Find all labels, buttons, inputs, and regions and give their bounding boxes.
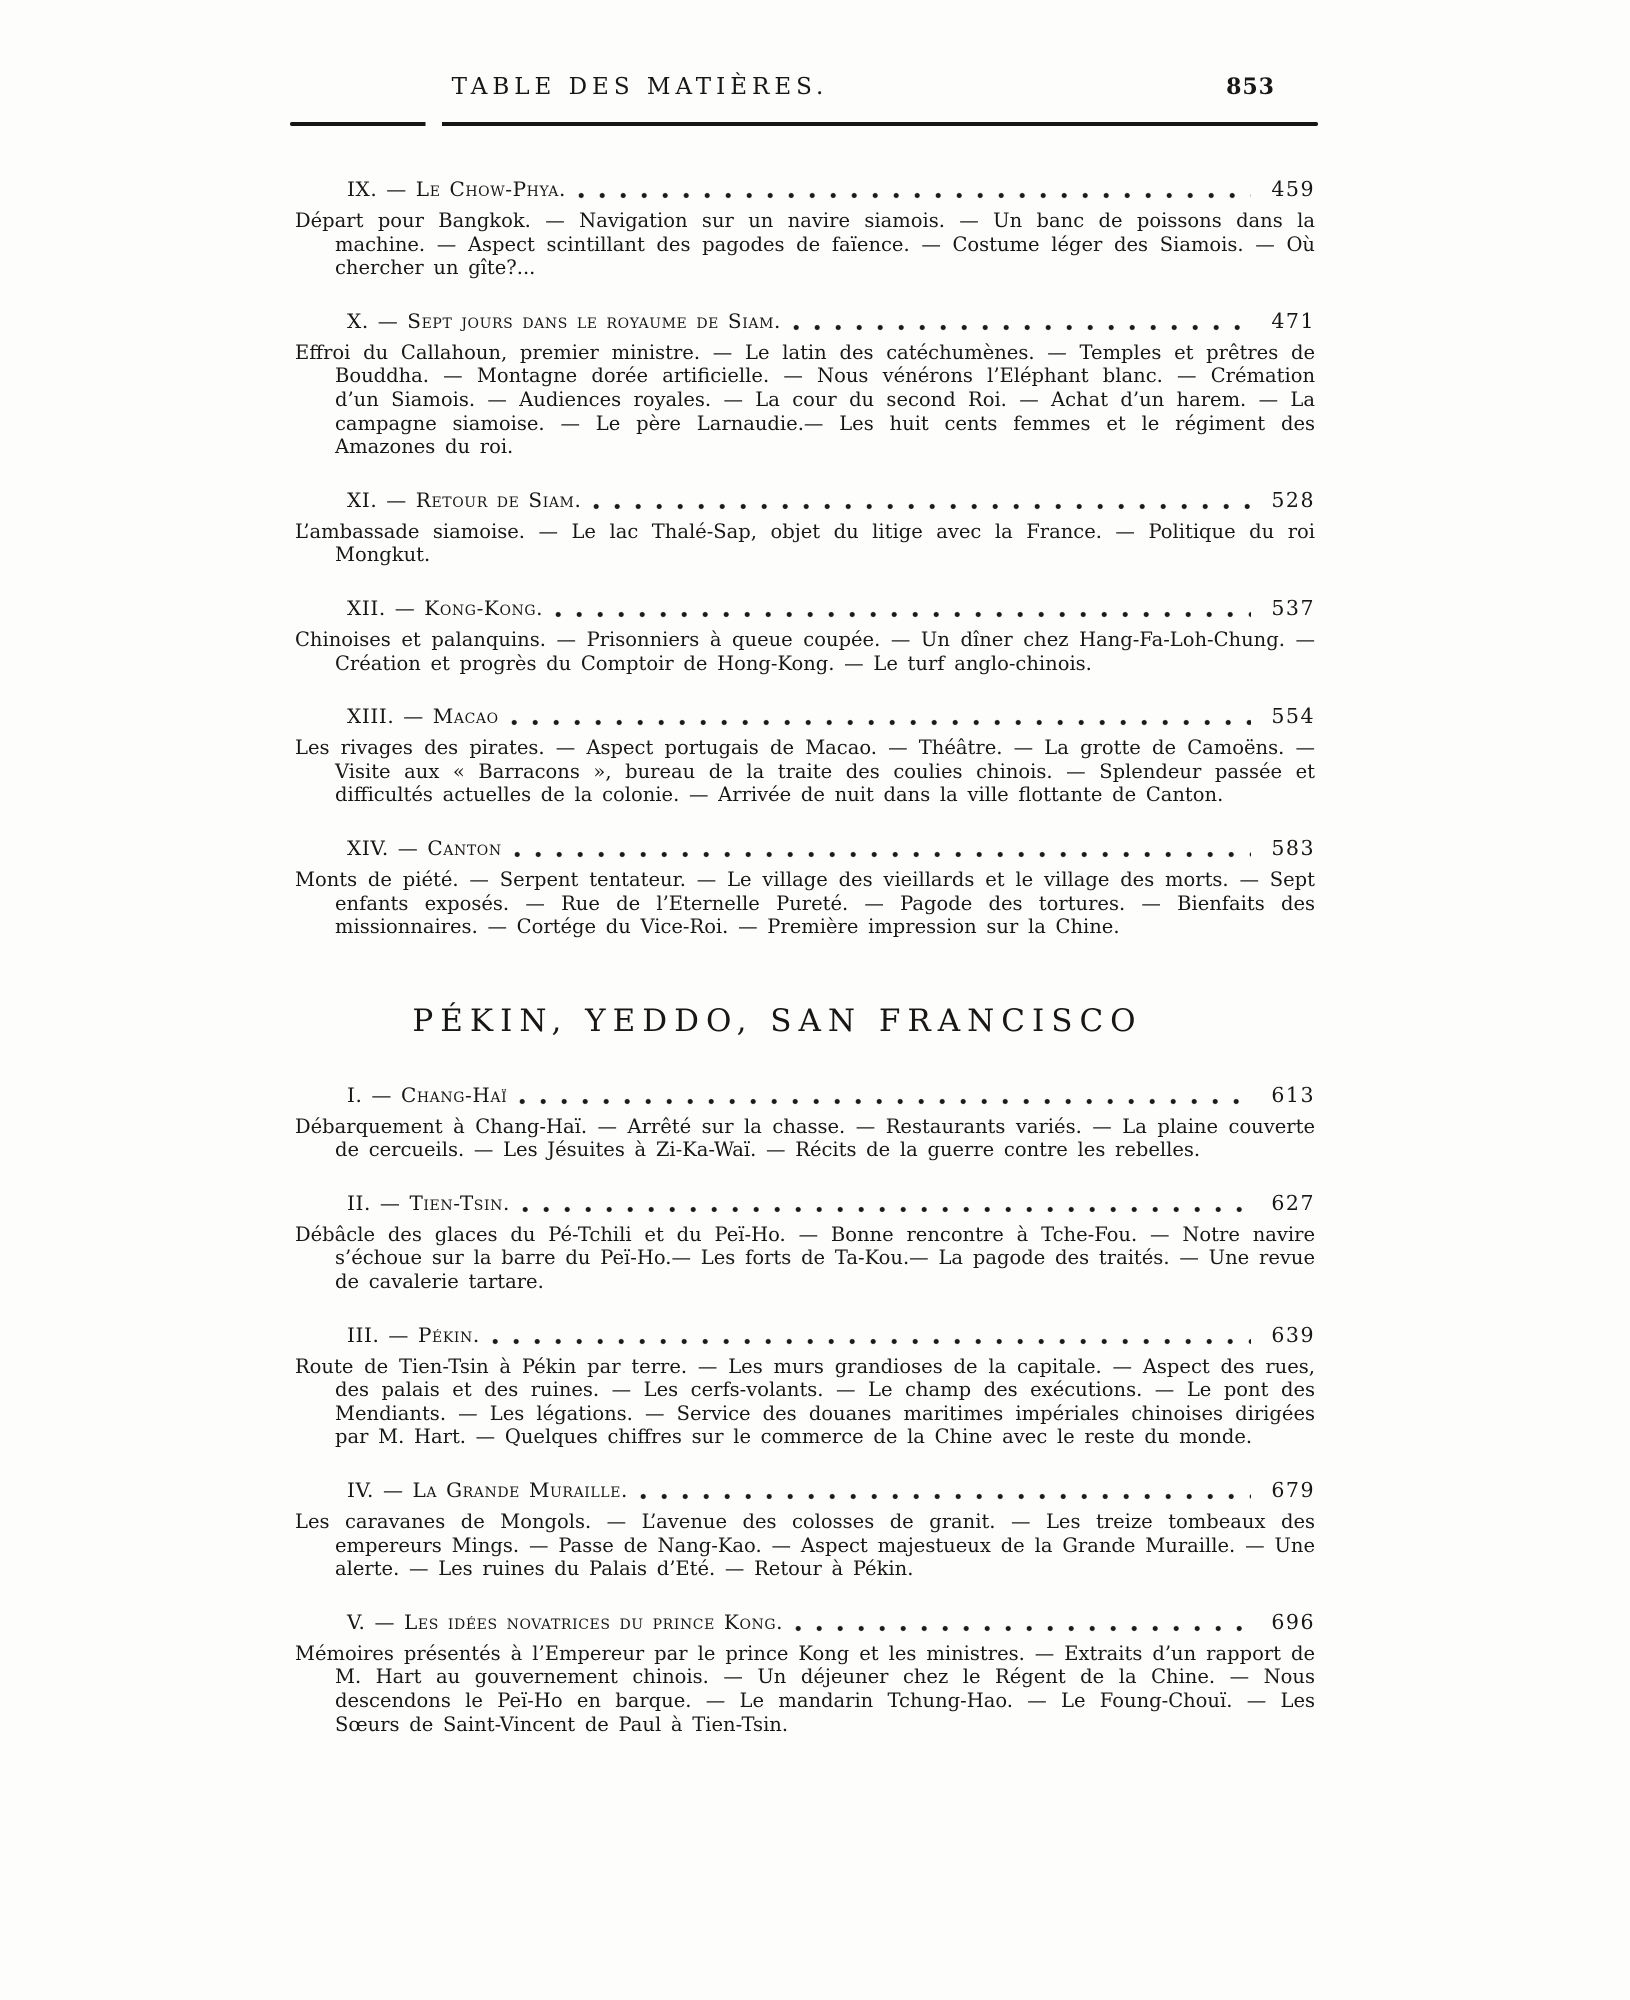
toc-entry-line — [295, 1191, 1315, 1215]
toc-entry-page-number: 696 — [1271, 1609, 1315, 1634]
toc-entry-line — [295, 596, 1315, 620]
toc-entry-heading: III. — Pékin. — [347, 1322, 480, 1347]
toc-entry — [295, 309, 1315, 459]
toc-entry-line — [295, 836, 1315, 860]
toc-entry-heading: X. — Sept jours dans le royaume de Siam. — [347, 308, 781, 333]
toc-entry — [295, 596, 1315, 675]
toc-part-2 — [295, 1083, 1315, 1737]
toc-entry-page-number: 613 — [1271, 1082, 1315, 1107]
toc-entry-line — [295, 309, 1315, 333]
toc-entry-description: L’ambassade siamoise. — Le lac Thalé-Sap, objet du litige avec la France. — Politique du roi Mongkut. — [295, 519, 1315, 567]
toc-entry-page-number: 537 — [1271, 595, 1315, 620]
toc-entry-line — [295, 1083, 1315, 1107]
toc-entry-heading: IV. — La Grande Muraille. — [347, 1478, 628, 1503]
dotted-leader — [492, 1332, 1251, 1347]
toc-entry-line — [295, 177, 1315, 201]
toc-entry — [295, 836, 1315, 939]
toc-entry-page-number: 679 — [1271, 1478, 1315, 1503]
running-title: TABLE DES MATIÈRES. — [451, 74, 829, 100]
dotted-leader — [793, 318, 1251, 333]
toc-entry-description: Effroi du Callahoun, premier ministre. — Le latin des catéchumènes. — Temples et prêtres de Bouddha. — Montagne dorée artificielle. — Nous vénérons l’Eléphant blanc. — Crémation d’un Siamois. — Audiences royales. — La cour du second Roi. — Achat d’un harem. — La campagne siamoise. — Le père Larnaudie.— Les huit cents femmes et le régiment des Amazones du roi. — [295, 340, 1315, 459]
toc-entry-description: Les caravanes de Mongols. — L’avenue des colosses de granit. — Les treize tombeaux des empereurs Mings. — Passe de Nang-Kao. — Aspect majestueux de la Grande Muraille. — Une alerte. — Les ruines du Palais d’Eté. — Retour à Pékin. — [295, 1510, 1315, 1581]
toc-entry-description: Débâcle des glaces du Pé-Tchili et du Peï-Ho. — Bonne rencontre à Tche-Fou. — Notre navire s’échoue sur la barre du Peï-Ho.— Les forts de Ta-Kou.— La pagode des traités. — Une revue de cavalerie tartare. — [295, 1222, 1315, 1294]
toc-entry-page-number: 471 — [1271, 308, 1315, 333]
toc-entry-line — [295, 1323, 1315, 1347]
dotted-leader — [795, 1619, 1251, 1634]
toc-entry-heading: XIII. — Macao — [347, 704, 499, 729]
dotted-leader — [511, 713, 1251, 728]
dotted-leader — [555, 605, 1251, 620]
toc-entry-line — [295, 1478, 1315, 1502]
toc-part-1 — [295, 177, 1315, 939]
toc-entry-heading: XIV. — Canton — [347, 835, 502, 860]
toc-entry-page-number: 528 — [1271, 487, 1315, 512]
toc-entry — [295, 1478, 1315, 1581]
dotted-leader — [578, 186, 1251, 201]
dotted-leader — [640, 1487, 1251, 1502]
dotted-leader — [519, 1092, 1251, 1107]
toc-entry — [295, 488, 1315, 567]
toc-entry-description: Les rivages des pirates. — Aspect portugais de Macao. — Théâtre. — La grotte de Camoëns. — Visite aux « Barracons », bureau de la traite des coulies chinois. — Splendeur passée et difficultés actuelles de la colonie. — Arrivée de nuit dans la ville flottante de Canton. — [295, 736, 1315, 807]
toc-entry-heading: IX. — Le Chow-Phya. — [347, 177, 566, 201]
table-of-contents — [295, 148, 1315, 1736]
toc-entry — [295, 1323, 1315, 1449]
toc-entry-page-number: 459 — [1271, 177, 1315, 201]
dotted-leader — [514, 845, 1251, 860]
toc-entry-line — [295, 488, 1315, 512]
toc-entry-description: Débarquement à Chang-Haï. — Arrêté sur la chasse. — Restaurants variés. — La plaine couverte de cercueils. — Les Jésuites à Zi-Ka-Waï. — Récits de la guerre contre les rebelles. — [295, 1114, 1315, 1162]
toc-entry — [295, 704, 1315, 807]
toc-entry — [295, 1191, 1315, 1294]
toc-entry — [295, 1083, 1315, 1162]
header-rule — [290, 122, 1318, 126]
dotted-leader — [522, 1200, 1251, 1215]
toc-entry-heading: II. — Tien-Tsin. — [347, 1190, 510, 1215]
dotted-leader — [593, 497, 1251, 512]
toc-entry-description: Chinoises et palanquins. — Prisonniers à queue coupée. — Un dîner chez Hang-Fa-Loh-Chung. — Création et progrès du Comptoir de Hong-Kong. — Le turf anglo-chinois. — [295, 627, 1315, 675]
toc-entry-heading: XI. — Retour de Siam. — [347, 487, 582, 512]
toc-entry — [295, 177, 1315, 280]
toc-entry-heading: I. — Chang-Haï — [347, 1082, 508, 1107]
toc-entry-description: Départ pour Bangkok. — Navigation sur un navire siamois. — Un banc de poissons dans la machine. — Aspect scintillant des pagodes de faïence. — Costume léger des Siamois. — Où chercher un gîte?... — [295, 209, 1315, 280]
section-title: PÉKIN, YEDDO, SAN FRANCISCO — [412, 1002, 1143, 1039]
toc-entry-description: Mémoires présentés à l’Empereur par le prince Kong et les ministres. — Extraits d’un rapport de M. Hart au gouvernement chinois. — Un déjeuner chez le Régent de la Chine. — Nous descendons le Peï-Ho en barque. — Le mandarin Tchung-Hao. — Le Foung-Chouï. — Les Sœurs de Saint-Vincent de Paul à Tien-Tsin. — [295, 1641, 1315, 1736]
toc-entry-line — [295, 704, 1315, 728]
toc-entry-description: Route de Tien-Tsin à Pékin par terre. — Les murs grandioses de la capitale. — Aspect des rues, des palais et des ruines. — Les cerfs-volants. — Le champ des exécutions. — Le pont des Mendiants. — Les légations. — Service des douanes maritimes impériales chinoises dirigées par M. Hart. — Quelques chiffres sur le commerce de la Chine avec le reste du monde. — [295, 1354, 1315, 1449]
toc-entry-page-number: 583 — [1271, 835, 1315, 860]
toc-entry-page-number: 554 — [1271, 704, 1315, 729]
toc-entry — [295, 1610, 1315, 1736]
toc-entry-page-number: 639 — [1271, 1322, 1315, 1347]
toc-entry-page-number: 627 — [1271, 1190, 1315, 1215]
toc-entry-heading: XII. — Kong-Kong. — [347, 595, 544, 620]
toc-entry-heading: V. — Les idées novatrices du prince Kong. — [347, 1609, 784, 1634]
toc-entry-description: Monts de piété. — Serpent tentateur. — Le village des vieillards et le village des morts. — Sept enfants exposés. — Rue de l’Eternelle Pureté. — Pagode des tortures. — Bienfaits des missionnaires. — Cortége du Vice-Roi. — Première impression sur la Chine. — [295, 867, 1315, 939]
folio-page-number: 853 — [1226, 74, 1275, 100]
toc-entry-line — [295, 1610, 1315, 1634]
